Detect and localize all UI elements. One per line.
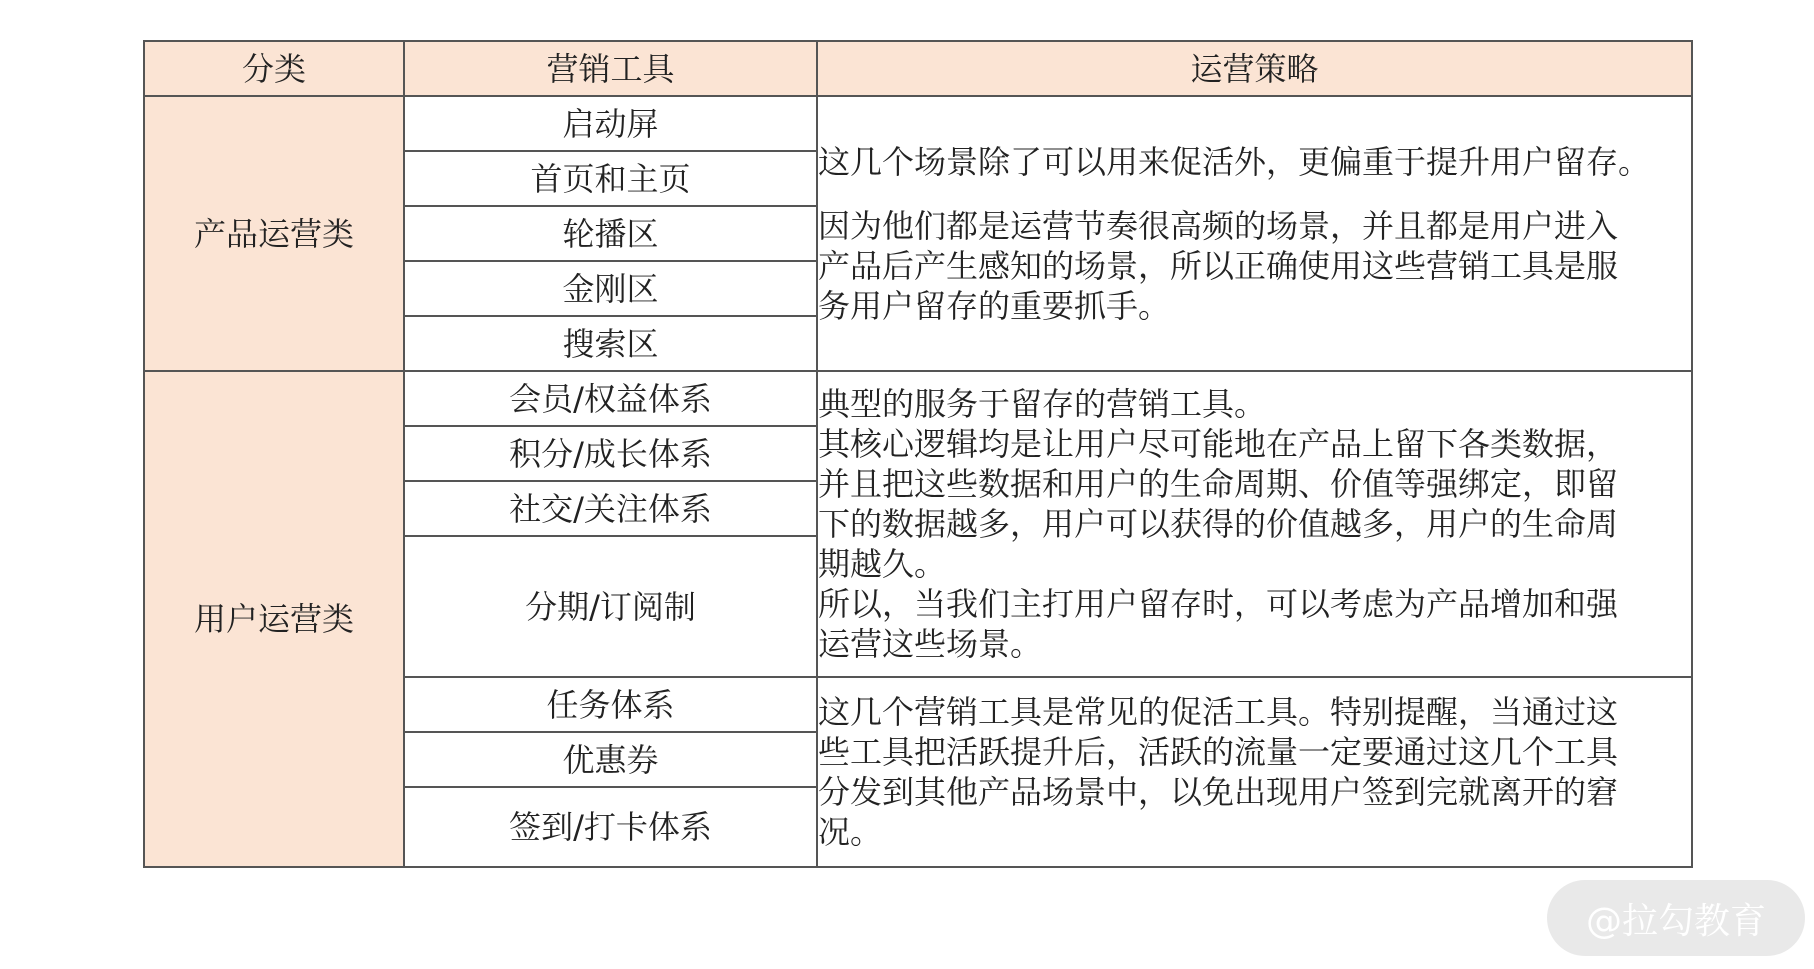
tool-cell: 会员/权益体系 xyxy=(404,371,817,426)
strategy-line: 这几个营销工具是常见的促活工具。特别提醒，当通过这 xyxy=(818,693,1619,731)
strategy-cell-retention xyxy=(817,371,1692,677)
strategy-line: 所以，当我们主打用户留存时，可以考虑为产品增加和强 xyxy=(818,585,1619,623)
category-cell-product-ops: 产品运营类 xyxy=(144,96,404,371)
table-row xyxy=(144,371,1692,426)
strategy-line: 并且把这些数据和用户的生命周期、价值等强绑定，即留 xyxy=(818,465,1619,503)
strategy-cell-product-ops xyxy=(817,96,1692,371)
table-row xyxy=(144,96,1692,151)
lagou-watermark: @拉勾教育 xyxy=(1547,880,1805,956)
tool-cell: 启动屏 xyxy=(404,96,817,151)
tool-cell: 积分/成长体系 xyxy=(404,426,817,481)
header-tools: 营销工具 xyxy=(404,41,817,96)
tool-cell: 签到/打卡体系 xyxy=(404,787,817,867)
strategy-line: 况。 xyxy=(818,813,883,851)
tool-cell: 搜索区 xyxy=(404,316,817,371)
strategy-cell-activation xyxy=(817,677,1692,867)
tool-cell: 分期/订阅制 xyxy=(404,536,817,677)
strategy-line: 因为他们都是运营节奏很高频的场景，并且都是用户进入 xyxy=(818,206,1619,245)
strategy-line: 些工具把活跃提升后，活跃的流量一定要通过这几个工具 xyxy=(818,733,1619,771)
header-category: 分类 xyxy=(144,41,404,96)
header-strategy: 运营策略 xyxy=(817,41,1692,96)
strategy-line: 期越久。 xyxy=(818,545,947,583)
strategy-line: 这几个场景除了可以用来促活外，更偏重于提升用户留存。 xyxy=(818,142,1651,181)
table-header-row xyxy=(144,41,1692,96)
strategy-gap xyxy=(818,182,1691,206)
strategy-line: 其核心逻辑均是让用户尽可能地在产品上留下各类数据， xyxy=(818,425,1619,463)
tool-cell: 金刚区 xyxy=(404,261,817,316)
tool-cell: 轮播区 xyxy=(404,206,817,261)
strategy-line: 务用户留存的重要抓手。 xyxy=(818,286,1171,325)
marketing-tools-table-wrapper xyxy=(143,40,1691,868)
strategy-line: 产品后产生感知的场景，所以正确使用这些营销工具是服 xyxy=(818,246,1619,285)
tool-cell: 社交/关注体系 xyxy=(404,481,817,536)
strategy-line: 分发到其他产品场景中，以免出现用户签到完就离开的窘 xyxy=(818,773,1619,811)
strategy-line: 下的数据越多，用户可以获得的价值越多，用户的生命周 xyxy=(818,505,1619,543)
tool-cell: 优惠券 xyxy=(404,732,817,787)
category-cell-user-ops: 用户运营类 xyxy=(144,371,404,867)
marketing-tools-table xyxy=(143,40,1693,868)
strategy-line: 典型的服务于留存的营销工具。 xyxy=(818,385,1267,423)
tool-cell: 首页和主页 xyxy=(404,151,817,206)
tool-cell: 任务体系 xyxy=(404,677,817,732)
strategy-line: 运营这些场景。 xyxy=(818,625,1043,663)
